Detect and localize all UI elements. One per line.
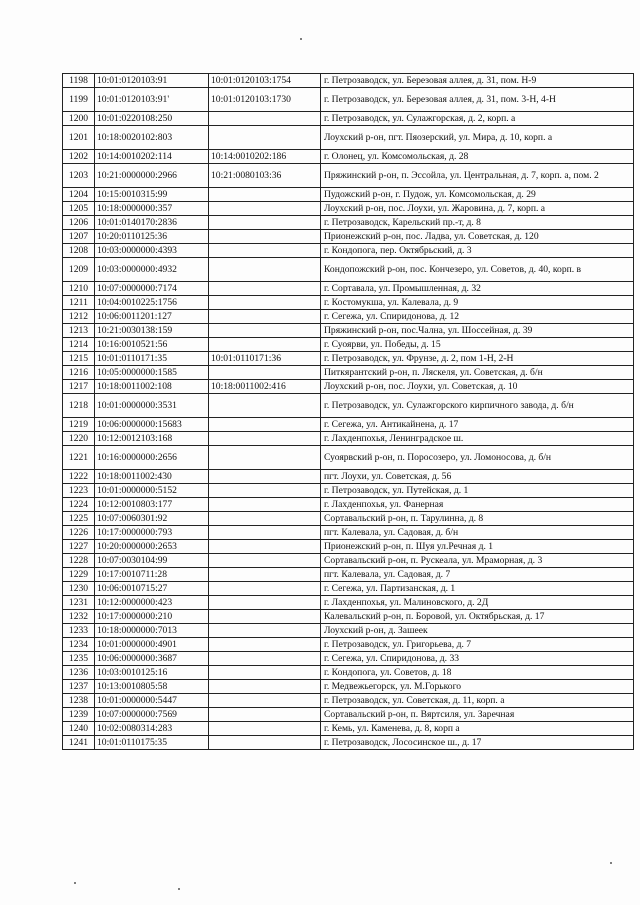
table-row [63, 352, 634, 366]
row-number-cell: 1230 [63, 582, 95, 596]
table-row [63, 230, 634, 244]
cadastral-number-cell: 10:15:0010315:99 [95, 188, 209, 202]
table-row [63, 296, 634, 310]
cadastral-number-cell: 10:01:0000000:4901 [95, 638, 209, 652]
related-cadastral-number-cell [209, 258, 321, 282]
address-cell: г. Лахденпохья, Ленинградское ш. [321, 432, 634, 446]
row-number-cell: 1202 [63, 150, 95, 164]
table-row [63, 338, 634, 352]
address-cell: пгт. Лоухи, ул. Советская, д. 56 [321, 470, 634, 484]
related-cadastral-number-cell [209, 554, 321, 568]
address-cell: пгт. Калевала, ул. Садовая, д. 7 [321, 568, 634, 582]
cadastral-number-cell: 10:01:0120103:91' [95, 88, 209, 112]
cadastral-number-cell: 10:07:0000000:7174 [95, 282, 209, 296]
table-row [63, 722, 634, 736]
address-cell: г. Кондопога, ул. Советов, д. 18 [321, 666, 634, 680]
address-cell: г. Петрозаводск, ул. Сулажгорского кирпичного завода, д. б/н [321, 394, 634, 418]
table-row [63, 694, 634, 708]
related-cadastral-number-cell [209, 310, 321, 324]
table-row [63, 526, 634, 540]
row-number-cell: 1211 [63, 296, 95, 310]
address-cell: Суоярвский р-он, п. Поросозеро, ул. Ломоносова, д. б/н [321, 446, 634, 470]
cadastral-number-cell: 10:06:0011201:127 [95, 310, 209, 324]
row-number-cell: 1223 [63, 484, 95, 498]
related-cadastral-number-cell: 10:14:0010202:186 [209, 150, 321, 164]
row-number-cell: 1229 [63, 568, 95, 582]
table-row [63, 216, 634, 230]
table-row [63, 568, 634, 582]
related-cadastral-number-cell [209, 244, 321, 258]
row-number-cell: 1210 [63, 282, 95, 296]
related-cadastral-number-cell [209, 202, 321, 216]
address-cell: г. Лахденпохья, ул. Фанерная [321, 498, 634, 512]
related-cadastral-number-cell [209, 722, 321, 736]
table-row [63, 446, 634, 470]
address-cell: г. Медвежьегорск, ул. М.Горького [321, 680, 634, 694]
row-number-cell: 1221 [63, 446, 95, 470]
related-cadastral-number-cell [209, 610, 321, 624]
related-cadastral-number-cell [209, 112, 321, 126]
cadastral-number-cell: 10:18:0011002:430 [95, 470, 209, 484]
cadastral-number-cell: 10:18:0000000:7013 [95, 624, 209, 638]
related-cadastral-number-cell [209, 652, 321, 666]
related-cadastral-number-cell: 10:01:0120103:1730 [209, 88, 321, 112]
address-cell: г. Костомукша, ул. Калевала, д. 9 [321, 296, 634, 310]
row-number-cell: 1232 [63, 610, 95, 624]
table-row [63, 150, 634, 164]
address-cell: г. Сортавала, ул. Промышленная, д. 32 [321, 282, 634, 296]
row-number-cell: 1204 [63, 188, 95, 202]
row-number-cell: 1220 [63, 432, 95, 446]
row-number-cell: 1228 [63, 554, 95, 568]
row-number-cell: 1208 [63, 244, 95, 258]
row-number-cell: 1214 [63, 338, 95, 352]
row-number-cell: 1237 [63, 680, 95, 694]
cadastral-number-cell: 10:14:0010202:114 [95, 150, 209, 164]
cadastral-number-cell: 10:18:0011002:108 [95, 380, 209, 394]
cadastral-number-cell: 10:01:0000000:3531 [95, 394, 209, 418]
related-cadastral-number-cell [209, 432, 321, 446]
cadastral-number-cell: 10:01:0110171:35 [95, 352, 209, 366]
address-cell: Лоухский р-он, пос. Лоухи, ул. Жаровина, д. 7, корп. а [321, 202, 634, 216]
row-number-cell: 1207 [63, 230, 95, 244]
related-cadastral-number-cell [209, 624, 321, 638]
scan-speck [610, 862, 612, 864]
table-row [63, 498, 634, 512]
row-number-cell: 1198 [63, 74, 95, 88]
table-row [63, 624, 634, 638]
address-cell: г. Петрозаводск, ул. Сулажгорская, д. 2, корп. а [321, 112, 634, 126]
cadastral-number-cell: 10:16:0010521:56 [95, 338, 209, 352]
row-number-cell: 1235 [63, 652, 95, 666]
table-row [63, 484, 634, 498]
row-number-cell: 1227 [63, 540, 95, 554]
row-number-cell: 1224 [63, 498, 95, 512]
related-cadastral-number-cell [209, 418, 321, 432]
table-row [63, 582, 634, 596]
row-number-cell: 1217 [63, 380, 95, 394]
table-row [63, 112, 634, 126]
cadastral-number-cell: 10:07:0000000:7569 [95, 708, 209, 722]
address-cell: г. Сегежа, ул. Спиридонова, д. 33 [321, 652, 634, 666]
related-cadastral-number-cell [209, 282, 321, 296]
address-cell: г. Суоярви, ул. Победы, д. 15 [321, 338, 634, 352]
row-number-cell: 1200 [63, 112, 95, 126]
row-number-cell: 1215 [63, 352, 95, 366]
row-number-cell: 1203 [63, 164, 95, 188]
related-cadastral-number-cell [209, 694, 321, 708]
address-cell: г. Сегежа, ул. Спиридонова, д. 12 [321, 310, 634, 324]
cadastral-number-cell: 10:03:0010125:16 [95, 666, 209, 680]
row-number-cell: 1239 [63, 708, 95, 722]
related-cadastral-number-cell [209, 526, 321, 540]
table-row [63, 366, 634, 380]
table-row [63, 470, 634, 484]
related-cadastral-number-cell [209, 296, 321, 310]
cadastral-number-cell: 10:06:0000000:15683 [95, 418, 209, 432]
cadastral-number-cell: 10:17:0000000:793 [95, 526, 209, 540]
table-row [63, 610, 634, 624]
related-cadastral-number-cell [209, 512, 321, 526]
address-cell: г. Петрозаводск, ул. Фрунзе, д. 2, пом 1-Н, 2-Н [321, 352, 634, 366]
table-row [63, 418, 634, 432]
address-cell: Лоухский р-он, д. Зашеек [321, 624, 634, 638]
related-cadastral-number-cell [209, 324, 321, 338]
table-row [63, 540, 634, 554]
table-row [63, 638, 634, 652]
table-row [63, 74, 634, 88]
table-row [63, 596, 634, 610]
address-cell: г. Олонец, ул. Комсомольская, д. 28 [321, 150, 634, 164]
related-cadastral-number-cell [209, 568, 321, 582]
cadastral-number-cell: 10:17:0010711:28 [95, 568, 209, 582]
row-number-cell: 1201 [63, 126, 95, 150]
row-number-cell: 1236 [63, 666, 95, 680]
cadastral-number-cell: 10:06:0010715:27 [95, 582, 209, 596]
address-cell: г. Петрозаводск, ул. Путейская, д. 1 [321, 484, 634, 498]
table-row [63, 394, 634, 418]
row-number-cell: 1213 [63, 324, 95, 338]
table-row [63, 282, 634, 296]
table-row [63, 380, 634, 394]
cadastral-number-cell: 10:17:0000000:210 [95, 610, 209, 624]
address-cell: г. Петрозаводск, ул. Григорьева, д. 7 [321, 638, 634, 652]
related-cadastral-number-cell [209, 126, 321, 150]
table-row [63, 202, 634, 216]
cadastral-number-cell: 10:03:0000000:4932 [95, 258, 209, 282]
row-number-cell: 1219 [63, 418, 95, 432]
related-cadastral-number-cell [209, 638, 321, 652]
related-cadastral-number-cell [209, 680, 321, 694]
related-cadastral-number-cell [209, 230, 321, 244]
address-cell: г. Петрозаводск, ул. Советская, д. 11, корп. а [321, 694, 634, 708]
row-number-cell: 1225 [63, 512, 95, 526]
address-cell: г. Лахденпохья, ул. Малиновского, д. 2Д [321, 596, 634, 610]
address-cell: г. Кемь, ул. Каменева, д. 8, корп а [321, 722, 634, 736]
related-cadastral-number-cell [209, 540, 321, 554]
row-number-cell: 1233 [63, 624, 95, 638]
table-row [63, 126, 634, 150]
table-row [63, 244, 634, 258]
cadastral-number-cell: 10:01:0000000:5447 [95, 694, 209, 708]
address-cell: г. Сегежа, ул. Партизанская, д. 1 [321, 582, 634, 596]
cadastral-number-cell: 10:20:0110125:36 [95, 230, 209, 244]
cadastral-number-cell: 10:01:0220108:250 [95, 112, 209, 126]
address-cell: Пудожский р-он, г. Пудож, ул. Комсомольская, д. 29 [321, 188, 634, 202]
related-cadastral-number-cell [209, 446, 321, 470]
cadastral-number-cell: 10:12:0012103:168 [95, 432, 209, 446]
cadastral-number-cell: 10:18:0020102:803 [95, 126, 209, 150]
row-number-cell: 1226 [63, 526, 95, 540]
address-cell: г. Петрозаводск, Карельский пр.-т, д. 8 [321, 216, 634, 230]
property-registry-table [62, 73, 634, 750]
related-cadastral-number-cell [209, 666, 321, 680]
address-cell: Сортавальский р-он, п. Вяртсиля, ул. Заречная [321, 708, 634, 722]
row-number-cell: 1222 [63, 470, 95, 484]
table-row [63, 310, 634, 324]
address-cell: Лоухский р-он, пгт. Пяозерский, ул. Мира, д. 10, корп. а [321, 126, 634, 150]
registry-body [63, 74, 634, 750]
table-row [63, 736, 634, 750]
related-cadastral-number-cell [209, 582, 321, 596]
cadastral-number-cell: 10:05:0000000:1585 [95, 366, 209, 380]
cadastral-number-cell: 10:01:0000000:5152 [95, 484, 209, 498]
address-cell: Сортавальский р-он, п. Тарулинна, д. 8 [321, 512, 634, 526]
cadastral-number-cell: 10:06:0000000:3687 [95, 652, 209, 666]
cadastral-number-cell: 10:03:0000000:4393 [95, 244, 209, 258]
address-cell: Прионежский р-он, пос. Ладва, ул. Советская, д. 120 [321, 230, 634, 244]
row-number-cell: 1241 [63, 736, 95, 750]
table-row [63, 432, 634, 446]
table-row [63, 188, 634, 202]
related-cadastral-number-cell [209, 708, 321, 722]
related-cadastral-number-cell: 10:21:0080103:36 [209, 164, 321, 188]
related-cadastral-number-cell: 10:01:0110171:36 [209, 352, 321, 366]
cadastral-number-cell: 10:13:0010805:58 [95, 680, 209, 694]
table-row [63, 258, 634, 282]
cadastral-number-cell: 10:21:0000000:2966 [95, 164, 209, 188]
related-cadastral-number-cell [209, 736, 321, 750]
address-cell: г. Кондопога, пер. Октябрьский, д. 3 [321, 244, 634, 258]
row-number-cell: 1218 [63, 394, 95, 418]
row-number-cell: 1240 [63, 722, 95, 736]
related-cadastral-number-cell [209, 484, 321, 498]
related-cadastral-number-cell [209, 498, 321, 512]
row-number-cell: 1199 [63, 88, 95, 112]
cadastral-number-cell: 10:07:0060301:92 [95, 512, 209, 526]
cadastral-number-cell: 10:20:0000000:2653 [95, 540, 209, 554]
related-cadastral-number-cell [209, 188, 321, 202]
address-cell: Лоухский р-он, пос. Лоухи, ул. Советская, д. 10 [321, 380, 634, 394]
cadastral-number-cell: 10:07:0030104:99 [95, 554, 209, 568]
cadastral-number-cell: 10:12:0010803:177 [95, 498, 209, 512]
cadastral-number-cell: 10:16:0000000:2656 [95, 446, 209, 470]
related-cadastral-number-cell: 10:18:0011002:416 [209, 380, 321, 394]
table-row [63, 512, 634, 526]
related-cadastral-number-cell [209, 470, 321, 484]
row-number-cell: 1231 [63, 596, 95, 610]
address-cell: пгт. Калевала, ул. Садовая, д. б/н [321, 526, 634, 540]
row-number-cell: 1212 [63, 310, 95, 324]
address-cell: г. Петрозаводск, ул. Березовая аллея, д. 31, пом. 3-Н, 4-Н [321, 88, 634, 112]
related-cadastral-number-cell [209, 216, 321, 230]
cadastral-number-cell: 10:21:0030138:159 [95, 324, 209, 338]
row-number-cell: 1234 [63, 638, 95, 652]
scan-speck [300, 38, 302, 40]
address-cell: Прионежский р-он, п. Шуя ул.Речная д. 1 [321, 540, 634, 554]
cadastral-number-cell: 10:01:0140170:2836 [95, 216, 209, 230]
address-cell: Кондопожский р-он, пос. Кончезеро, ул. Советов, д. 40, корп. в [321, 258, 634, 282]
table-row [63, 708, 634, 722]
table-row [63, 88, 634, 112]
address-cell: г. Петрозаводск, Лососинское ш., д. 17 [321, 736, 634, 750]
table-row [63, 666, 634, 680]
row-number-cell: 1238 [63, 694, 95, 708]
row-number-cell: 1216 [63, 366, 95, 380]
related-cadastral-number-cell [209, 366, 321, 380]
address-cell: г. Сегежа, ул. Антикайнена, д. 17 [321, 418, 634, 432]
table-row [63, 554, 634, 568]
cadastral-number-cell: 10:01:0120103:91 [95, 74, 209, 88]
address-cell: Пряжинский р-он, п. Эссойла, ул. Центральная, д. 7, корп. а, пом. 2 [321, 164, 634, 188]
cadastral-number-cell: 10:18:0000000:357 [95, 202, 209, 216]
cadastral-number-cell: 10:04:0010225:1756 [95, 296, 209, 310]
related-cadastral-number-cell [209, 394, 321, 418]
address-cell: Питкярантский р-он, п. Ляскеля, ул. Советская, д. б/н [321, 366, 634, 380]
row-number-cell: 1205 [63, 202, 95, 216]
row-number-cell: 1209 [63, 258, 95, 282]
cadastral-number-cell: 10:02:0080314:283 [95, 722, 209, 736]
row-number-cell: 1206 [63, 216, 95, 230]
cadastral-number-cell: 10:01:0110175:35 [95, 736, 209, 750]
related-cadastral-number-cell [209, 596, 321, 610]
related-cadastral-number-cell [209, 338, 321, 352]
address-cell: Калевальский р-он, п. Боровой, ул. Октябрьская, д. 17 [321, 610, 634, 624]
table-row [63, 652, 634, 666]
address-cell: Сортавальский р-он, п. Рускеала, ул. Мраморная, д. 3 [321, 554, 634, 568]
cadastral-number-cell: 10:12:0000000:423 [95, 596, 209, 610]
scan-speck [178, 888, 180, 890]
address-cell: г. Петрозаводск, ул. Березовая аллея, д. 31, пом. Н-9 [321, 74, 634, 88]
table-row [63, 324, 634, 338]
scan-speck [74, 882, 76, 884]
related-cadastral-number-cell: 10:01:0120103:1754 [209, 74, 321, 88]
table-row [63, 164, 634, 188]
address-cell: Пряжинский р-он, пос.Чална, ул. Шоссейная, д. 39 [321, 324, 634, 338]
table-row [63, 680, 634, 694]
